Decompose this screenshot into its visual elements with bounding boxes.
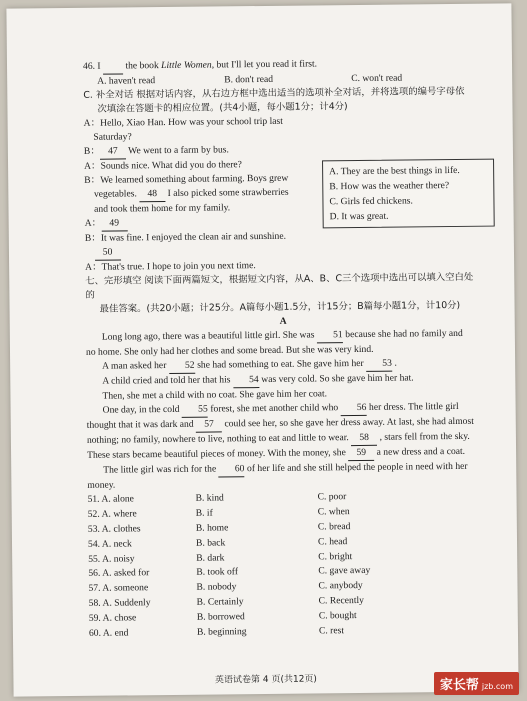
dialogue-speaker: A：: [83, 117, 101, 129]
answer-option: 58. A. Suddenly: [88, 597, 151, 610]
section-c-heading-2: 次填涂在答题卡的相应位置。(共4小题，每小题1分；计4分): [97, 101, 348, 115]
passage-text: of her life and she still helped the people in need with her: [244, 460, 468, 475]
dialogue-text: That's true. I hope to join you next time.: [101, 260, 256, 273]
answer-option: C. bread: [317, 520, 351, 533]
q46-blank: [103, 59, 123, 74]
answer-option: B. back: [195, 537, 226, 549]
cloze-blank: 52: [169, 359, 195, 374]
answer-option: 54. A. neck: [87, 538, 132, 550]
cloze-blank: 60: [219, 462, 245, 477]
answer-option: C. rest: [318, 625, 345, 637]
watermark-sub: jzb.com: [481, 682, 513, 691]
answer-option: B. home: [195, 522, 229, 534]
answer-option: C. bright: [318, 550, 353, 562]
answer-option: 51. A. alone: [87, 493, 134, 505]
answer-option: B. nobody: [196, 581, 237, 594]
watermark-logo: [434, 672, 519, 695]
cloze-blank: 58: [351, 431, 377, 446]
dialogue-speaker: B：: [84, 232, 101, 244]
dialogue-text: and took them home for my family.: [94, 202, 231, 215]
passage-text: was very cold. So she gave him her hat.: [258, 372, 414, 386]
dialogue-text: Hello, Xiao Han. How was your school trip last: [100, 115, 283, 129]
dialogue-speaker: A：: [84, 217, 102, 229]
answer-option: C. when: [317, 505, 350, 518]
dialogue: [84, 114, 326, 275]
dialogue-text: vegetables.: [93, 188, 140, 200]
section-c-heading: C. 补全对话 根据对话内容，从右边方框中选出适当的选项补全对话，并将选项的编号字母依: [83, 85, 465, 101]
passage-text: money.: [87, 479, 116, 491]
section-seven-heading-2: 最佳答案。(共20小题；计25分。A篇每小题1.5分，计15分；B篇每小题1分，计10分): [99, 299, 461, 315]
answer-option: B. kind: [195, 492, 224, 504]
watermark-main: 家长帮: [439, 678, 479, 693]
exam-paper: [6, 3, 518, 696]
passage-text: forest, she met another child who: [207, 402, 341, 415]
passage-text: A man asked her: [102, 359, 169, 372]
q46-option-c: C. won't read: [351, 72, 403, 85]
cloze-blank: 57: [196, 417, 222, 432]
answer-option: B. beginning: [196, 626, 247, 638]
exam-content: [83, 56, 484, 642]
answer-option: C. Recently: [318, 595, 364, 607]
passage-a-label: A: [279, 315, 287, 327]
dialogue-speaker: B：: [83, 145, 100, 157]
section-seven-heading: 七、完形填空 阅读下面两篇短文，根据短文内容，从A、B、C三个选项中选出可以填入空白处的: [85, 271, 474, 301]
dialogue-option: D. It was great.: [329, 210, 389, 223]
dialogue-option: A. They are the best things in life.: [329, 164, 460, 178]
cloze-blank: 56: [341, 401, 367, 416]
answer-option: C. poor: [317, 491, 347, 503]
dialogue-indent: [84, 189, 94, 200]
dialogue-text: We learned something about farming. Boys grew: [100, 172, 289, 186]
dialogue-line: [84, 185, 324, 203]
dialogue-indent: [84, 204, 94, 215]
q46-stem-c: , but I'll let you read it first.: [211, 58, 318, 71]
passage-text: her dress. The little girl: [366, 400, 459, 413]
answer-blank: 49: [101, 216, 127, 231]
answer-blank: 50: [94, 245, 120, 260]
answer-option: B. if: [195, 507, 213, 519]
q46-stem-b: the book: [125, 60, 159, 72]
passage-text: These stars became beautiful pieces of money. With the money, she: [87, 447, 349, 461]
passage-text: thought that it was dark and: [86, 418, 197, 431]
dialogue-speaker: A：: [84, 160, 101, 172]
answer-option: 59. A. chose: [88, 612, 137, 624]
passage-text: , stars fell from the sky.: [377, 430, 470, 443]
answer-blank: 47: [100, 144, 126, 159]
answer-option: B. Certainly: [196, 596, 244, 608]
passage-text: Then, she met a child with no coat. She gave him her coat.: [102, 388, 328, 402]
answer-option: 57. A. someone: [88, 582, 149, 595]
answer-option: 53. A. clothes: [87, 523, 141, 535]
passage-text: because she had no family and: [342, 327, 463, 341]
dialogue-options-box: [322, 159, 495, 229]
passage-text: could see her, so she gave her dress away. At last, she had almost: [221, 415, 474, 430]
dialogue-text: I also picked some strawberries: [165, 186, 289, 200]
answer-option: B. borrowed: [196, 611, 245, 623]
dialogue-speaker: B：: [84, 174, 101, 186]
dialogue-text: Saturday?: [93, 131, 132, 143]
passage-text: .: [392, 357, 397, 369]
answer-options: [87, 489, 484, 642]
answer-option: 55. A. noisy: [88, 552, 135, 565]
q46-stem: 46. I: [82, 60, 101, 72]
answer-option: 56. A. asked for: [88, 567, 150, 580]
dialogue-text: We went to a farm by bus.: [125, 144, 229, 157]
passage-text: One day, in the cold: [102, 403, 182, 416]
passage-text: no home. She only had her clothes and some bread. But she was very kind.: [85, 343, 374, 358]
cloze-passage: [86, 327, 483, 493]
answer-option: C. gave away: [318, 565, 371, 577]
cloze-blank: 55: [182, 403, 208, 418]
answer-option: 60. A. end: [88, 627, 129, 639]
dialogue-speaker: A：: [85, 261, 102, 273]
cloze-blank: 59: [348, 446, 374, 461]
q46-book-title: Little Women: [161, 59, 212, 72]
answer-option: B. dark: [196, 551, 225, 564]
dialogue-indent: [84, 132, 94, 143]
answer-option: C. anybody: [318, 580, 363, 592]
answer-option: C. bought: [318, 610, 357, 622]
passage-text: she had something to eat. She gave him her: [194, 357, 367, 371]
answer-option: C. head: [317, 535, 348, 548]
passage-text: The little girl was rich for the: [103, 463, 219, 476]
dialogue-text: Sounds nice. What did you do there?: [100, 159, 242, 172]
answer-blank: 48: [139, 187, 165, 202]
q46-option-a: A. haven't read: [97, 75, 156, 87]
cloze-blank: 53: [366, 357, 392, 372]
cloze-blank: 54: [233, 373, 259, 388]
passage-text: nothing; no family, nowhere to live, nothing to eat and little to wear.: [86, 432, 352, 446]
passage-text: a new dress and a coat.: [374, 445, 466, 458]
dialogue-option: B. How was the weather there?: [329, 180, 450, 193]
answer-option: B. took off: [196, 566, 239, 579]
answer-option: 52. A. where: [87, 508, 137, 520]
dialogue-option: C. Girls fed chickens.: [329, 195, 413, 208]
passage-text: A child cried and told her that his: [102, 374, 233, 387]
q46-option-b: B. don't read: [224, 73, 274, 86]
dialogue-text: It was fine. I enjoyed the clean air and sunshine.: [100, 230, 287, 244]
cloze-blank: 51: [317, 328, 343, 343]
dialogue-indent: [85, 247, 95, 258]
page-footer: 英语试卷第 4 页(共12页): [214, 674, 317, 686]
passage-text: Long long ago, there was a beautiful little girl. She was: [101, 329, 317, 343]
